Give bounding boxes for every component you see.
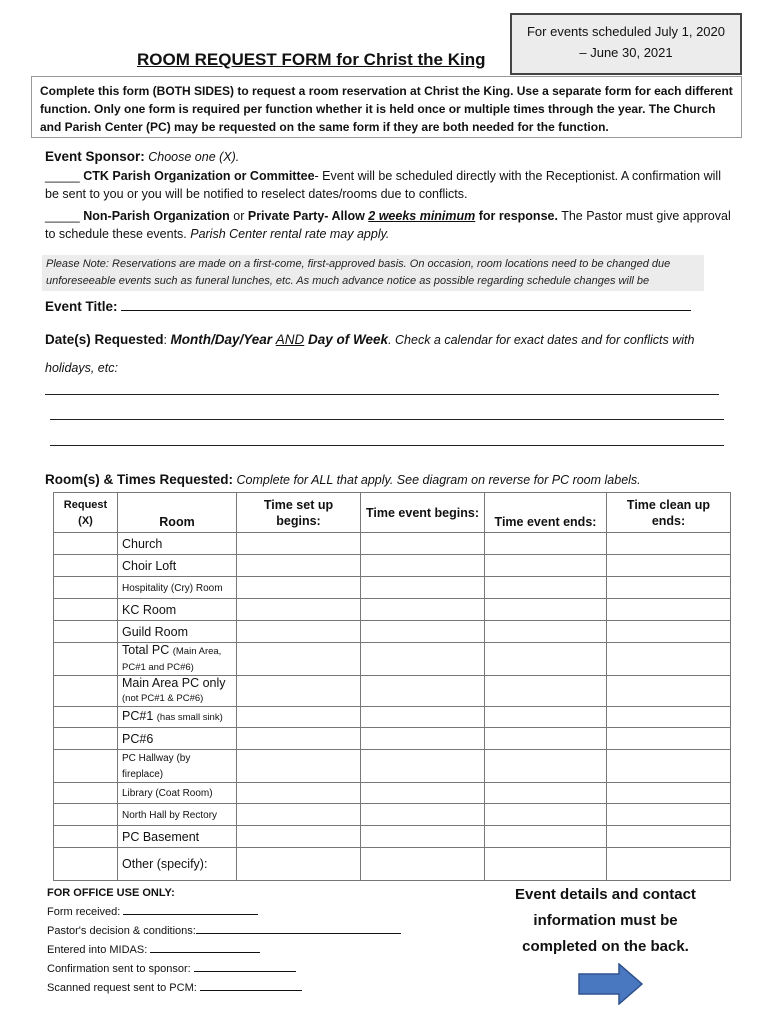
- reservation-note: Please Note: Reservations are made on a first-come, first-approved basis. On occasion, room locations need to be changed due unforeseeable events such as funeral lunches, etc. As much advance notice as possible regarding schedule changes will be: [42, 255, 704, 291]
- sponsor-option-nonparish-checkbox[interactable]: _____: [45, 209, 80, 223]
- fiscal-period-box: [510, 13, 742, 75]
- cleanup-time-cell[interactable]: [607, 577, 731, 599]
- request-cell[interactable]: [54, 643, 118, 676]
- request-cell[interactable]: [54, 577, 118, 599]
- room-name: Total PC: [122, 643, 170, 657]
- room-note: (Main Area, PC#1 and PC#6): [122, 646, 222, 673]
- rooms-label: Room(s) & Times Requested:: [45, 472, 234, 487]
- event-begin-cell[interactable]: [361, 621, 485, 643]
- office-item-label: Pastor's decision & conditions:: [47, 925, 196, 937]
- office-use-heading: FOR OFFICE USE ONLY:: [47, 887, 175, 899]
- cleanup-time-cell[interactable]: [607, 728, 731, 750]
- cleanup-time-cell[interactable]: [607, 804, 731, 826]
- table-row: [54, 577, 731, 599]
- office-field[interactable]: [123, 905, 258, 915]
- cleanup-time-cell[interactable]: [607, 848, 731, 881]
- room-name-cell: [118, 599, 237, 621]
- room-name: PC#6: [122, 731, 154, 746]
- event-begin-cell[interactable]: [361, 577, 485, 599]
- room-name: Choir Loft: [122, 558, 177, 573]
- table-row: [54, 621, 731, 643]
- request-cell[interactable]: [54, 555, 118, 577]
- sponsor-option-ctk-text: - Event will be scheduled directly with the Receptionist. A confirmation will be sent to you or you will be notified to reselect dates/rooms due to conflicts.: [45, 169, 721, 201]
- table-row: [54, 555, 731, 577]
- dates-format-and: AND: [275, 332, 305, 347]
- event-sponsor-hint: Choose one (X).: [148, 150, 240, 164]
- table-row: [54, 676, 731, 707]
- period-line-1: For events scheduled July 1, 2020: [526, 24, 725, 39]
- cleanup-time-cell[interactable]: [607, 621, 731, 643]
- sponsor-option-nonparish-label: Non-Parish Organization: [83, 209, 230, 223]
- event-end-cell[interactable]: [485, 599, 607, 621]
- office-item-label: Scanned request sent to PCM:: [47, 982, 197, 994]
- cleanup-time-cell[interactable]: [607, 533, 731, 555]
- cleanup-time-cell[interactable]: [607, 750, 731, 783]
- setup-time-cell[interactable]: [237, 555, 361, 577]
- cleanup-time-cell[interactable]: [607, 676, 731, 707]
- event-title-field[interactable]: [121, 299, 691, 311]
- right-arrow-icon: [578, 963, 644, 1005]
- setup-time-cell[interactable]: [237, 533, 361, 555]
- room-name-cell: [118, 804, 237, 826]
- office-field[interactable]: [196, 924, 401, 934]
- room-name: PC#1: [122, 709, 154, 723]
- office-field[interactable]: [200, 981, 302, 991]
- office-item-label: Entered into MIDAS:: [47, 944, 148, 956]
- room-name: Church: [122, 536, 163, 551]
- room-name-cell: [118, 577, 237, 599]
- table-row: [54, 707, 731, 728]
- room-name-cell: [118, 676, 237, 707]
- office-scanned-request: [47, 979, 401, 998]
- dates-section: [45, 326, 725, 382]
- sponsor-option-nonparish: [45, 207, 735, 243]
- event-begin-cell[interactable]: [361, 750, 485, 783]
- office-use-section: [47, 884, 401, 998]
- event-begin-cell[interactable]: [361, 783, 485, 804]
- event-begin-cell[interactable]: [361, 555, 485, 577]
- setup-time-cell[interactable]: [237, 826, 361, 848]
- event-begin-cell[interactable]: [361, 707, 485, 728]
- room-name-cell: [118, 826, 237, 848]
- date-line-3[interactable]: [50, 445, 724, 446]
- date-line-1[interactable]: [45, 394, 719, 395]
- setup-time-cell[interactable]: [237, 750, 361, 783]
- room-name-cell: [118, 643, 237, 676]
- room-name: Other (specify):: [122, 857, 208, 871]
- room-note: Hospitality (Cry) Room: [122, 582, 223, 594]
- request-cell[interactable]: [54, 533, 118, 555]
- event-title-label: Event Title:: [45, 299, 118, 314]
- room-name-cell: [118, 707, 237, 728]
- room-name: Guild Room: [122, 624, 188, 639]
- event-end-cell[interactable]: [485, 577, 607, 599]
- intro-instructions: Complete this form (BOTH SIDES) to request a room reservation at Christ the King. Use a separate form for each different function. Only one form is required per function whether it is held once or multiple times through the year. The Church and Parish Center (PC) may be requested on the same form if they are both needed for the function.: [31, 76, 742, 138]
- request-cell[interactable]: [54, 728, 118, 750]
- event-end-cell[interactable]: [485, 728, 607, 750]
- setup-time-cell[interactable]: [237, 621, 361, 643]
- cleanup-time-cell[interactable]: [607, 707, 731, 728]
- setup-time-cell[interactable]: [237, 577, 361, 599]
- cleanup-time-cell[interactable]: [607, 783, 731, 804]
- office-item-label: Confirmation sent to sponsor:: [47, 963, 191, 975]
- request-cell[interactable]: [54, 804, 118, 826]
- rooms-hint: Complete for ALL that apply. See diagram on reverse for PC room labels.: [236, 473, 641, 487]
- table-row: [54, 599, 731, 621]
- event-begin-cell[interactable]: [361, 599, 485, 621]
- room-name-cell: [118, 728, 237, 750]
- office-form-received: [47, 903, 401, 922]
- col-request: Request (X): [54, 493, 118, 533]
- room-name-cell: [118, 783, 237, 804]
- form-title: ROOM REQUEST FORM for Christ the King: [137, 50, 486, 69]
- event-begin-cell[interactable]: [361, 826, 485, 848]
- event-end-cell[interactable]: [485, 555, 607, 577]
- dates-label: Date(s) Requested: [45, 332, 164, 347]
- office-field[interactable]: [150, 943, 260, 953]
- table-row: [54, 728, 731, 750]
- office-pastor-decision: [47, 922, 401, 941]
- room-note: (has small sink): [156, 712, 223, 723]
- setup-time-cell[interactable]: [237, 599, 361, 621]
- col-room: Room: [118, 493, 237, 533]
- room-note: PC Hallway (by fireplace): [122, 753, 191, 780]
- dates-format-b: Day of Week: [304, 332, 389, 347]
- request-cell[interactable]: [54, 848, 118, 881]
- table-row: [54, 783, 731, 804]
- table-row: [54, 848, 731, 881]
- room-name: Main Area PC only: [122, 676, 226, 690]
- request-cell[interactable]: [54, 707, 118, 728]
- rooms-section-heading: [45, 471, 641, 489]
- cleanup-time-cell[interactable]: [607, 555, 731, 577]
- sponsor-option-approval: The Pastor must give approval to schedule these events.: [45, 209, 731, 241]
- sponsor-option-ctk-checkbox[interactable]: _____: [45, 169, 80, 183]
- setup-time-cell[interactable]: [237, 643, 361, 676]
- setup-time-cell[interactable]: [237, 707, 361, 728]
- sponsor-option-private: Private Party- Allow: [247, 209, 369, 223]
- cleanup-time-cell[interactable]: [607, 826, 731, 848]
- rooms-table: [53, 492, 731, 881]
- room-name-cell: [118, 750, 237, 783]
- request-cell[interactable]: [54, 621, 118, 643]
- col-event-ends: Time event ends:: [485, 493, 607, 533]
- room-name: PC Basement: [122, 829, 200, 844]
- sponsor-option-minimum: 2 weeks minimum: [368, 209, 476, 223]
- sponsor-option-response: for response.: [475, 209, 558, 223]
- table-row: [54, 826, 731, 848]
- date-line-2[interactable]: [50, 419, 724, 420]
- table-row: [54, 804, 731, 826]
- room-name-cell: [118, 533, 237, 555]
- request-cell[interactable]: [54, 750, 118, 783]
- request-cell[interactable]: [54, 826, 118, 848]
- setup-time-cell[interactable]: [237, 728, 361, 750]
- office-confirmation-sent: [47, 960, 401, 979]
- event-end-cell[interactable]: [485, 783, 607, 804]
- back-side-note: Event details and contact information must be completed on the back.: [515, 886, 696, 955]
- event-end-cell[interactable]: [485, 533, 607, 555]
- col-setup: Time set up begins:: [237, 493, 361, 533]
- event-end-cell[interactable]: [485, 750, 607, 783]
- event-end-cell[interactable]: [485, 804, 607, 826]
- event-end-cell[interactable]: [485, 826, 607, 848]
- sponsor-option-ctk: [45, 167, 735, 203]
- setup-time-cell[interactable]: [237, 804, 361, 826]
- room-name: KC Room: [122, 602, 177, 617]
- office-entered-midas: [47, 941, 401, 960]
- request-cell[interactable]: [54, 599, 118, 621]
- setup-time-cell[interactable]: [237, 783, 361, 804]
- office-item-label: Form received:: [47, 906, 121, 918]
- sponsor-option-rental: Parish Center rental rate may apply.: [190, 227, 390, 241]
- event-begin-cell[interactable]: [361, 848, 485, 881]
- event-end-cell[interactable]: [485, 848, 607, 881]
- table-row: [54, 750, 731, 783]
- room-note: (not PC#1 & PC#6): [122, 693, 204, 704]
- request-cell[interactable]: [54, 676, 118, 707]
- dates-format-a: Month/Day/Year: [170, 332, 276, 347]
- room-name-cell: [118, 621, 237, 643]
- event-end-cell[interactable]: [485, 621, 607, 643]
- event-sponsor-section: [45, 148, 735, 166]
- request-cell[interactable]: [54, 783, 118, 804]
- room-name-cell: [118, 555, 237, 577]
- col-cleanup: Time clean up ends:: [607, 493, 731, 533]
- dates-colon: :: [163, 333, 171, 347]
- event-begin-cell[interactable]: [361, 643, 485, 676]
- event-begin-cell[interactable]: [361, 804, 485, 826]
- room-note: Library (Coat Room): [122, 788, 213, 799]
- event-title-row: [45, 298, 691, 316]
- room-note: North Hall by Rectory: [122, 809, 218, 821]
- event-begin-cell[interactable]: [361, 676, 485, 707]
- sponsor-option-or: or: [229, 209, 248, 223]
- event-begin-cell[interactable]: [361, 728, 485, 750]
- event-end-cell[interactable]: [485, 676, 607, 707]
- period-line-2: – June 30, 2021: [579, 45, 673, 60]
- sponsor-option-ctk-label: CTK Parish Organization or Committee: [83, 169, 315, 183]
- event-begin-cell[interactable]: [361, 533, 485, 555]
- cleanup-time-cell[interactable]: [607, 643, 731, 676]
- setup-time-cell[interactable]: [237, 676, 361, 707]
- office-field[interactable]: [194, 962, 296, 972]
- table-row: [54, 643, 731, 676]
- event-end-cell[interactable]: [485, 643, 607, 676]
- col-event-begins: Time event begins:: [361, 493, 485, 533]
- table-row: [54, 533, 731, 555]
- cleanup-time-cell[interactable]: [607, 599, 731, 621]
- event-sponsor-label: Event Sponsor:: [45, 149, 145, 164]
- setup-time-cell[interactable]: [237, 848, 361, 881]
- room-name-cell: [118, 848, 237, 881]
- dates-hint: . Check a calendar for exact dates and for conflicts with holidays, etc:: [45, 333, 695, 375]
- event-end-cell[interactable]: [485, 707, 607, 728]
